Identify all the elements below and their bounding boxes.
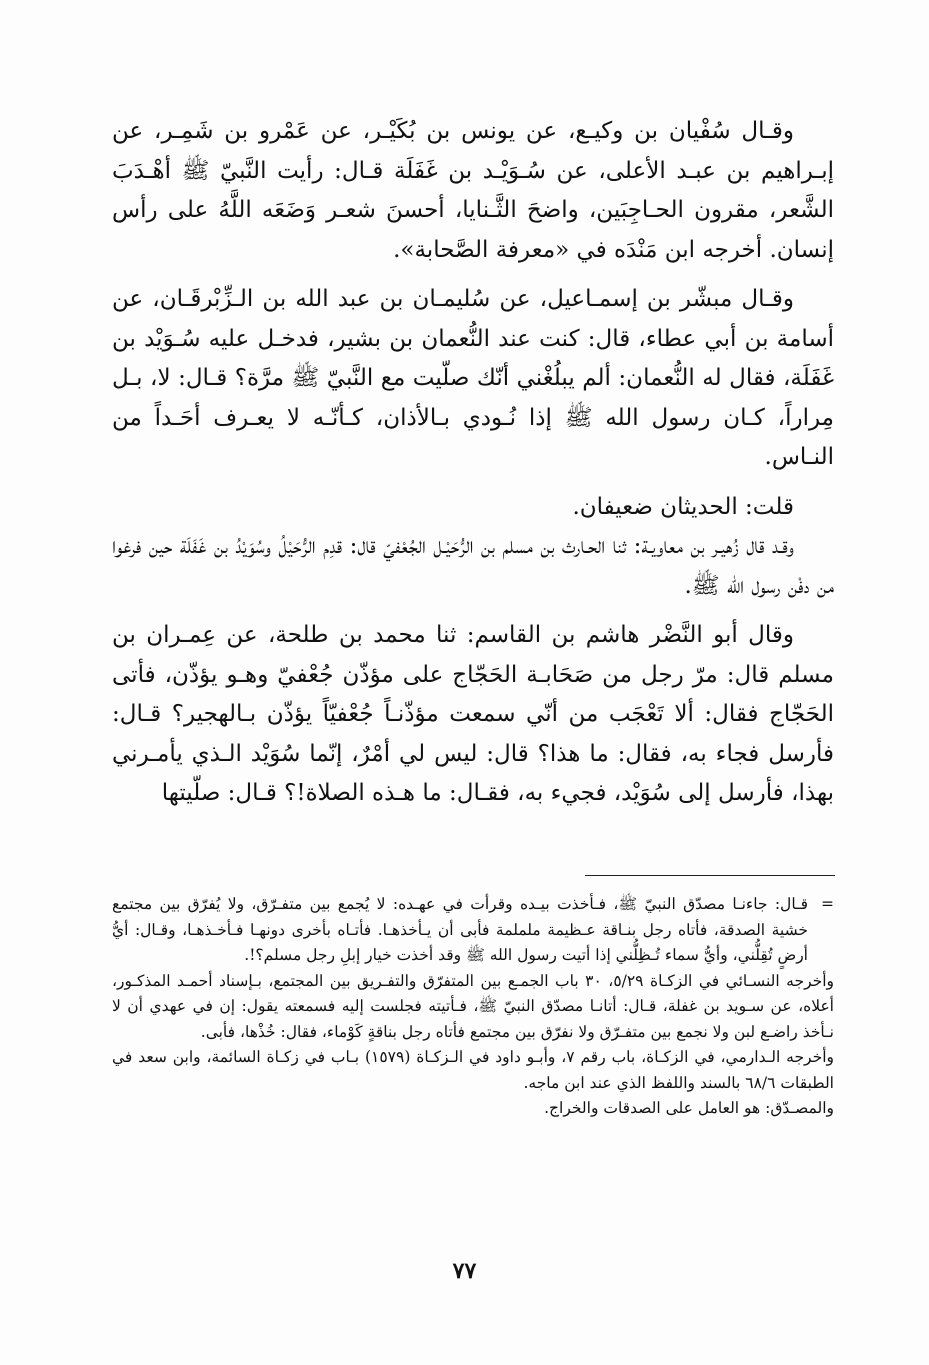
main-paragraph-4: وقـد قال زُهيـر بن معاويـة: ثنا الحـارث بن مسلم بن الرُّحَيْـل الجُعْفيّ قال: قدِم الرُّحَيْلُ وسُوَيْدُ بن غَفَلَة حين فرغوا من دفْن رسول الله ﷺ. [112, 533, 834, 599]
footnote-paragraph-2: وأخرجه النسـائي في الزكـاة ٥/٢٩، ٣٠ باب الجمـع بين المتفرّق والتفـريق بين المجتمع، بـإسناد أحمـد المذكـور، أعلاه، عن سـويد بن غفلة، قـال: أتانـا مصدّق النبيّ ﷺ، فـأتيته فجلست إليه فسمعته يقول: إن في عهدي أن لا نـأخذ راضـع لبن ولا نجمع بين متفـرّق ولا نفرّق بين مجتمع فأتاه رجل بناقةٍ كَوْماء، فقال: خُذْها، فأبى. [112, 971, 834, 1041]
footnote-separator [585, 875, 835, 876]
page-number: ٧٧ [452, 1258, 477, 1284]
main-paragraph-5: وقال أبو النَّضْر هاشم بن القاسم: ثنا محمد بن طلحة، عن عِمـران بن مسلم قال: مرّ رجل من صَحَابـة الحَجّاج على مؤذّن جُعْفيّ وهـو يؤذّن، فأتى الحَجّاج فقال: ألا تَعْجَب من أنّي سمعت مؤذّنـاً جُعْفيّاً يؤذّن بـالهجير؟ قـال: فأرسل فجاء به، فقال: ما هذا؟ قال: ليس لي أمْرٌ، إنّما سُوَيْد الـذي يأمـرني بهذا، فأرسل إلى سُوَيْد، فجيء به، فقـال: ما هـذه الصلاة!؟ قـال: صلّيتها [112, 622, 834, 806]
main-paragraph-3: قلت: الحديثان ضعيفان. [572, 493, 794, 520]
footnote-continuation-marker: = [821, 895, 834, 913]
main-paragraph-1: وقـال سُفْيان بن وكيـع، عن يونس بن بُكَيْـر، عن عَمْرو بن شَمِـر، عن إبـراهيم بن عبـد الأعلى، عن سُـوَيْـد بن غَفَلَة قـال: رأيت النَّبيّ ﷺ أهْـدَبَ الشَّعر، مقرون الحـاجِبَين، واضحَ الثَّـنايا، أحسنَ شعـر وَضَعَه اللَّهُ على رأس إنسان. أخرجه ابن مَنْدَه في «معرفة الصَّحابة». [112, 118, 834, 263]
footnote-paragraph-4: والمصـدّق: هو العامل على الصدقات والخراج. [544, 1099, 834, 1117]
main-text [112, 112, 834, 814]
footnote-paragraph-1: قـال: جاءنـا مصدّق النبيّ ﷺ، فـأخذت بيـده وقرأت في عهـده: لا يُجمع بين متفـرّق، ولا يُفرّق بين مجتمع خشية الصدقة، فأتاه رجل بنـاقة عـظيمة ململمة فأبى أن يـأخذهـا. فأتـاه بأخرى دونهـا فـأخـذهـا، وقـال: أيُّ أرضٍ تُقِلُّني، وأيُّ سماء تُـظِلُّني إذا أتيت رسول الله ﷺ وقد أخذت خيار إبلِ رجل مسلم؟!. [112, 895, 808, 964]
footnote-continuation [112, 892, 834, 969]
footnotes [112, 892, 834, 1122]
footnote-paragraph-3: وأخرجه الـدارمي، في الزكـاة، باب رقم ٧، وأبـو داود في الـزكـاة (١٥٧٩) بـاب في زكـاة السائمة، وابن سعد في الطبقات ٦٨/٦ بالسند واللفظ الذي عند ابن ماجه. [112, 1048, 834, 1092]
main-paragraph-2: وقـال مبشّر بن إسمـاعيل، عن سُليمـان بن عبد الله بن الـزِّبْرقَـان، عن أسامة بن أبي عطاء، قال: كنت عند النُّعمان بن بشير، فدخـل عليه سُـوَيْد بن غَفَلَة، فقال له النُّعمان: ألم يبلُغْني أنّك صلّيت مع النَّبيّ ﷺ مرَّة؟ قـال: لا، بـل مِراراً، كـان رسول الله ﷺ إذا نُـودي بـالأذان، كـأنّـه لا يعـرف أحَـداً من النـاس. [112, 286, 834, 470]
